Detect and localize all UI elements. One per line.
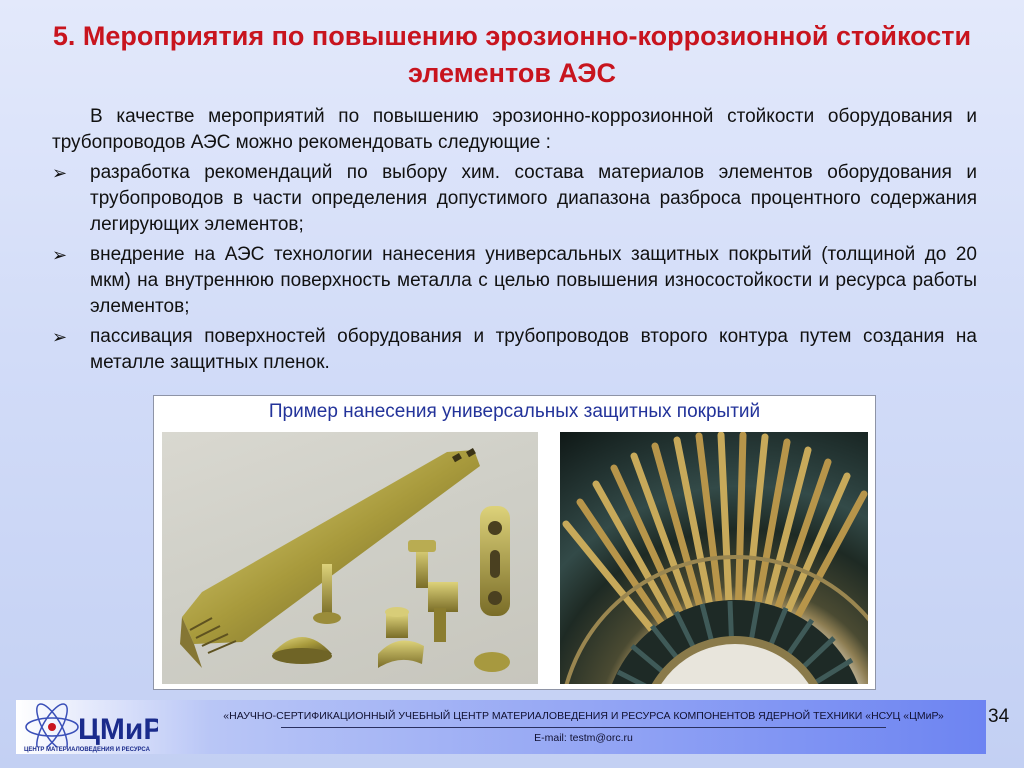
coated-parts-photo <box>162 432 538 684</box>
bullet-text: внедрение на АЭС технологии нанесения универсальных защитных покрытий (толщиной до 20 мкм) на внутреннюю поверхность металла с целью повышения износостойкости и ресурса работы элементов; <box>90 244 977 317</box>
bullet-item-3 <box>52 324 977 376</box>
figure-caption: Пример нанесения универсальных защитных покрытий <box>268 401 761 422</box>
arrowhead-bullet-icon: ➢ <box>52 245 68 265</box>
example-figure <box>153 395 876 690</box>
bullet-item-1 <box>52 160 977 238</box>
intro-paragraph: В качестве мероприятий по повышению эрозионно-коррозионной стойкости оборудования и трубопроводов АЭС можно рекомендовать следующие : <box>52 106 977 153</box>
center-logo <box>18 703 158 751</box>
arrowhead-bullet-icon: ➢ <box>52 163 68 183</box>
logo-subtitle: ЦЕНТР МАТЕРИАЛОВЕДЕНИЯ И РЕСУРСА <box>24 747 150 753</box>
organization-name: «НАУЧНО-СЕРТИФИКАЦИОННЫЙ УЧЕБНЫЙ ЦЕНТР МАТЕРИАЛОВЕДЕНИЯ И РЕСУРСА КОМПОНЕНТОВ ЯДЕРНОЙ ТЕХНИКИ «НСУЦ «ЦМиР» <box>223 710 944 722</box>
bullet-text: разработка рекомендаций по выбору хим. состава материалов элементов оборудования и трубопроводов в части определения допустимого диапазона разброса процентного содержания легирующих элементов; <box>90 162 977 235</box>
slide-body <box>52 104 977 376</box>
logo-text: ЦМиР <box>78 713 158 746</box>
footer-divider <box>281 727 886 728</box>
contact-email: E-mail: testm@orc.ru <box>534 732 633 744</box>
bullet-text: пассивация поверхностей оборудования и трубопроводов второго контура путем создания на металле защитных пленок. <box>90 326 977 373</box>
bullet-item-2 <box>52 242 977 320</box>
atom-logo-icon <box>18 703 158 747</box>
page-number: 34 <box>988 706 1010 727</box>
slide-title: 5. Мероприятия по повышению эрозионно-коррозионной стойкости элементов АЭС <box>52 21 972 88</box>
footer-bar <box>16 700 986 754</box>
turbine-blades-photo <box>560 432 868 684</box>
turbine-blades-illustration <box>560 432 868 684</box>
arrowhead-bullet-icon: ➢ <box>52 327 68 347</box>
coated-parts-illustration <box>162 432 538 684</box>
